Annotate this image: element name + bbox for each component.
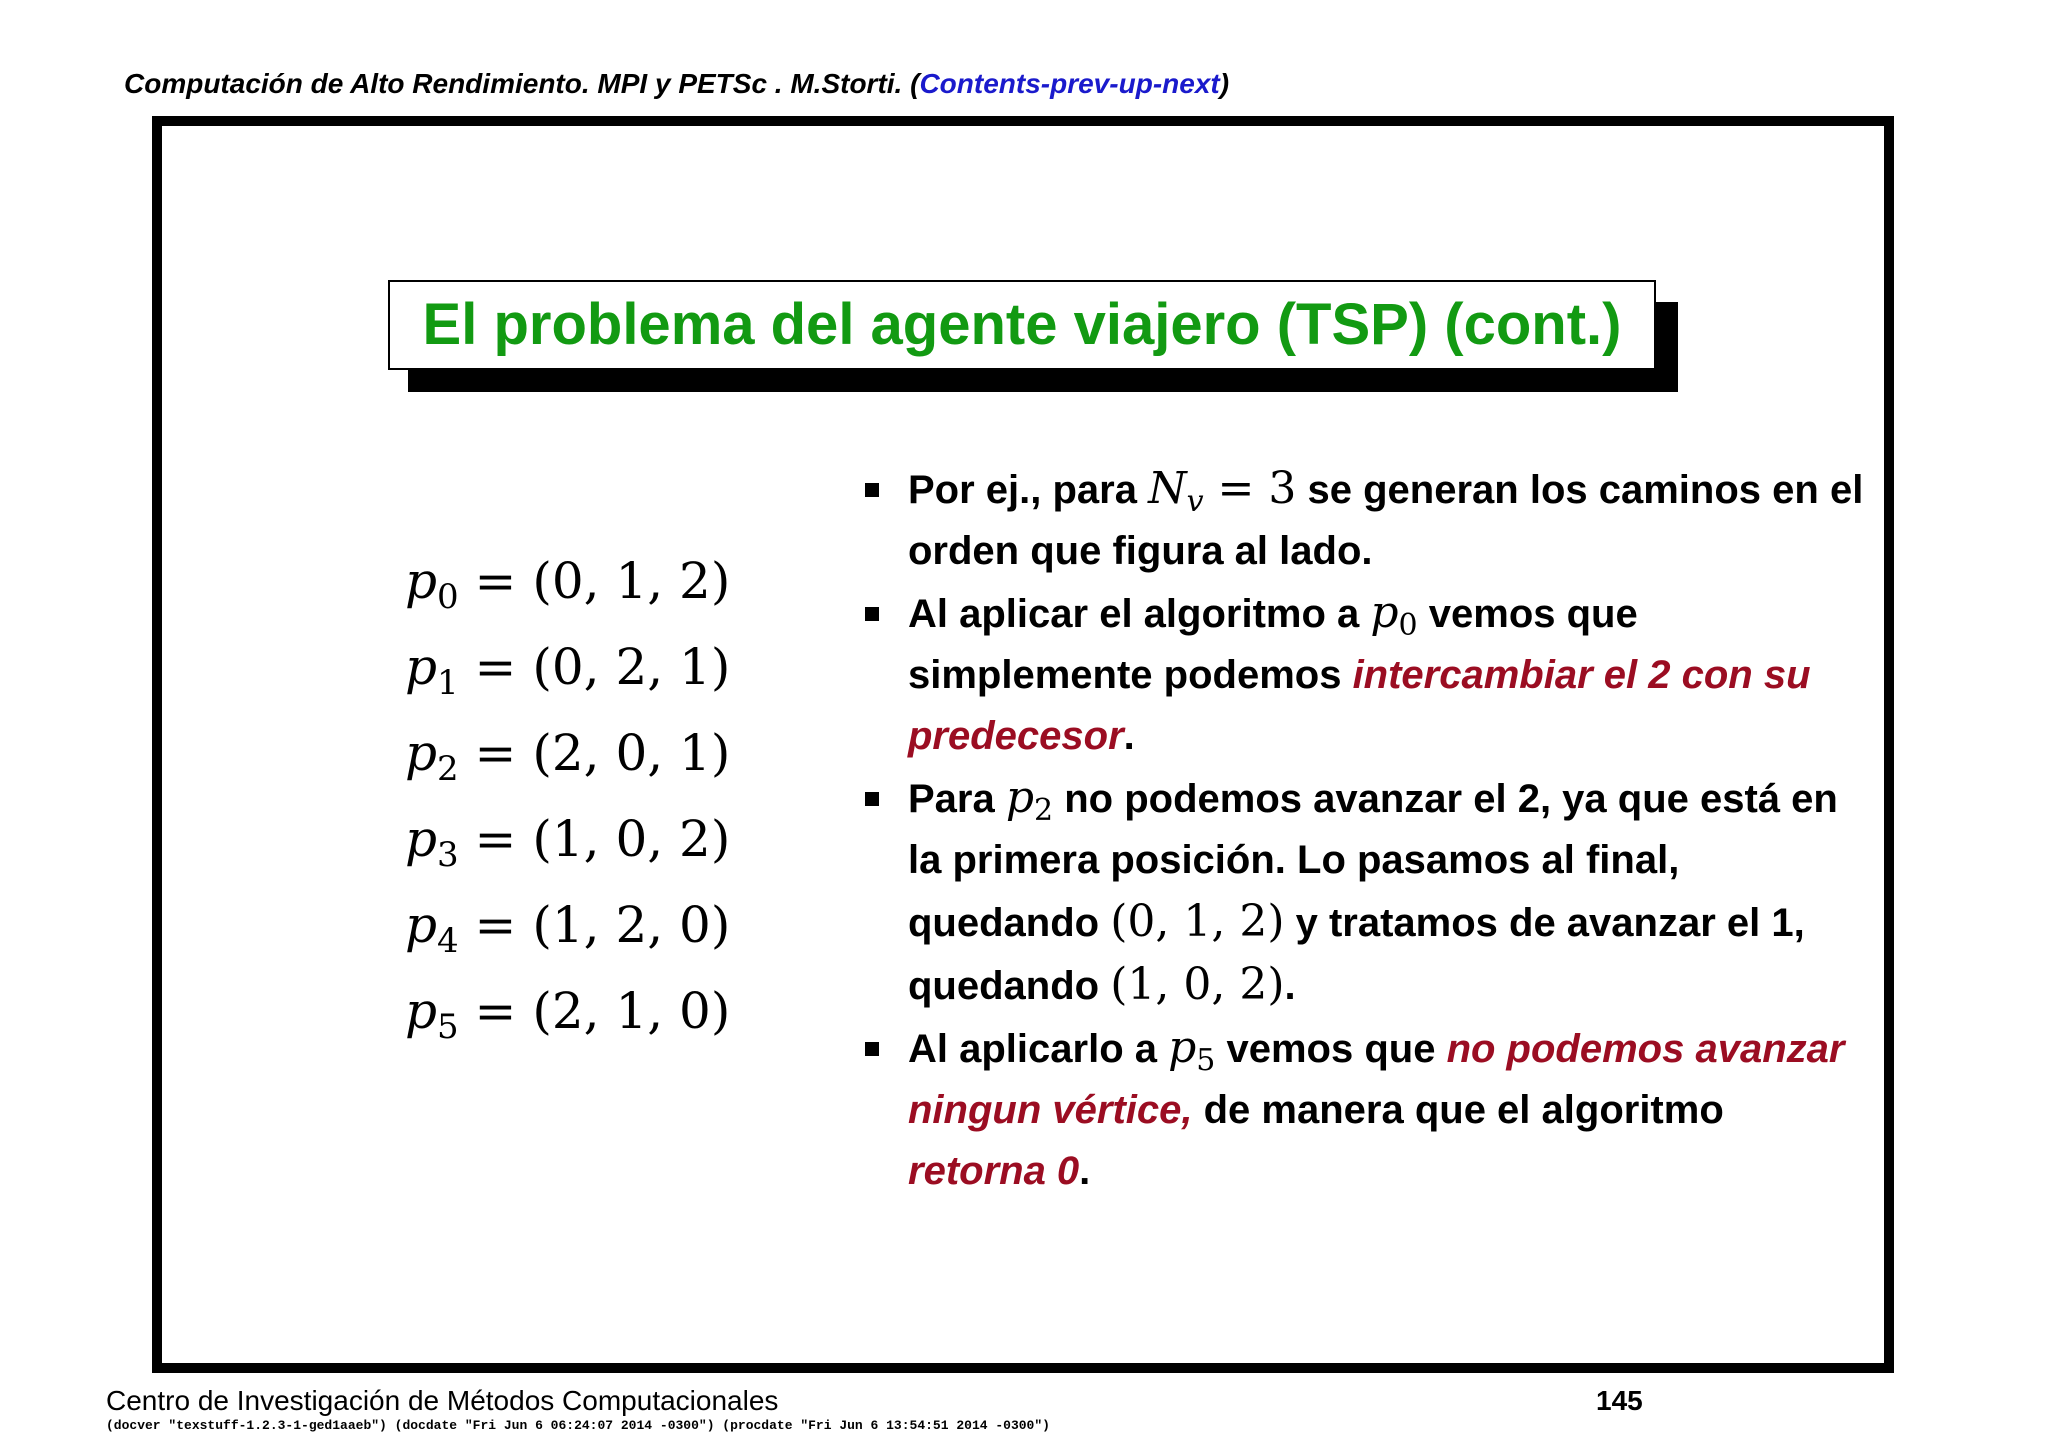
math-var: p [1370, 587, 1399, 638]
math-inline [1370, 587, 1418, 643]
up-link[interactable]: up [1118, 68, 1153, 99]
permutation-p3 [405, 796, 730, 882]
math-var: N [1148, 463, 1187, 514]
perm-var: p [405, 638, 438, 696]
permutation-p2 [405, 710, 730, 796]
bullet-text: Para [908, 777, 1006, 821]
highlight-text: intercambiar el 2 con su predecesor [908, 653, 1811, 758]
header-text: Computación de Alto Rendimiento. MPI y PETSc . M.Storti. ( [124, 68, 920, 99]
perm-value: = (2, 0, 1) [458, 724, 731, 782]
math-rest: = 3 [1203, 463, 1297, 514]
bullet-item [862, 1017, 1872, 1202]
bullet-text: Al aplicar el algoritmo a [908, 592, 1371, 636]
math-sub: v [1186, 484, 1204, 519]
perm-sub: 2 [437, 749, 459, 789]
bullet-item [862, 582, 1872, 767]
bullet-text: . [1079, 1149, 1091, 1193]
permutation-list [405, 538, 730, 1054]
perm-var: p [405, 552, 438, 610]
bullet-text: Por ej., para [908, 468, 1149, 512]
bullet-text: Al aplicarlo a [908, 1027, 1169, 1071]
nav-separator: - [1109, 68, 1119, 99]
bullet-item [862, 458, 1872, 582]
math-var: p [1005, 772, 1035, 823]
perm-sub: 3 [437, 835, 459, 875]
permutation-p1 [405, 624, 730, 710]
bullet-text: . [1284, 964, 1296, 1008]
bullet-item [862, 767, 1872, 1017]
math-inline [1005, 772, 1054, 828]
math-var: p [1168, 1022, 1197, 1073]
perm-sub: 4 [437, 921, 459, 961]
permutation-p4 [405, 882, 730, 968]
perm-var: p [405, 724, 438, 782]
next-link[interactable]: next [1162, 68, 1220, 99]
perm-var: p [405, 896, 438, 954]
perm-value: = (0, 2, 1) [458, 638, 731, 696]
slide-title: El problema del agente viajero (TSP) (cont.) [388, 280, 1656, 370]
math-inline: (0, 1, 2) [1110, 896, 1285, 947]
math-inline: (1, 0, 2) [1110, 959, 1285, 1010]
math-inline [1168, 1022, 1216, 1078]
nav-separator: - [1040, 68, 1051, 99]
permutation-p0 [405, 538, 730, 624]
perm-sub: 5 [437, 1007, 459, 1047]
nav-separator: - [1152, 68, 1163, 99]
bullet-list [862, 458, 1872, 1202]
bullet-text: no podemos avanzar el 2, ya que está en la primera posición. Lo pasamos al final, quedando [908, 777, 1838, 945]
bullet-text: vemos que [1215, 1027, 1447, 1071]
highlight-text: no podemos avanzar ningun vértice, [908, 1027, 1845, 1132]
doc-version: (docver "texstuff-1.2.3-1-ged1aaeb") (docdate "Fri Jun 6 06:24:07 2014 -0300") (procdate "Fri Jun 6 13:54:51 2014 -0300") [106, 1418, 1050, 1433]
perm-value: = (1, 0, 2) [458, 810, 731, 868]
perm-value: = (0, 1, 2) [458, 552, 731, 610]
highlight-text: retorna 0 [908, 1149, 1080, 1193]
page-number: 145 [1596, 1385, 1643, 1416]
perm-sub: 0 [437, 577, 459, 617]
permutation-p5 [405, 968, 730, 1054]
bullet-text: de manera que el algoritmo [1192, 1088, 1724, 1132]
bullet-text: vemos que simplemente podemos [908, 592, 1638, 697]
footer-institution: Centro de Investigación de Métodos Computacionales [106, 1385, 779, 1416]
math-inline [1148, 463, 1297, 519]
contents-link[interactable]: Contents [919, 68, 1041, 99]
prev-link[interactable]: prev [1050, 68, 1110, 99]
perm-sub: 1 [437, 663, 459, 703]
header-suffix: ) [1219, 68, 1230, 99]
perm-var: p [405, 810, 438, 868]
running-header [124, 66, 1229, 102]
math-sub: 5 [1196, 1043, 1216, 1078]
math-sub: 2 [1034, 793, 1054, 828]
bullet-text: . [1123, 714, 1135, 758]
perm-value: = (2, 1, 0) [458, 982, 731, 1040]
math-sub: 0 [1398, 608, 1418, 643]
bullet-text: y tratamos de avanzar el 1, quedando [908, 901, 1805, 1008]
perm-value: = (1, 2, 0) [458, 896, 731, 954]
bullet-text: se generan los caminos en el orden que figura al lado. [908, 468, 1864, 573]
perm-var: p [405, 982, 438, 1040]
